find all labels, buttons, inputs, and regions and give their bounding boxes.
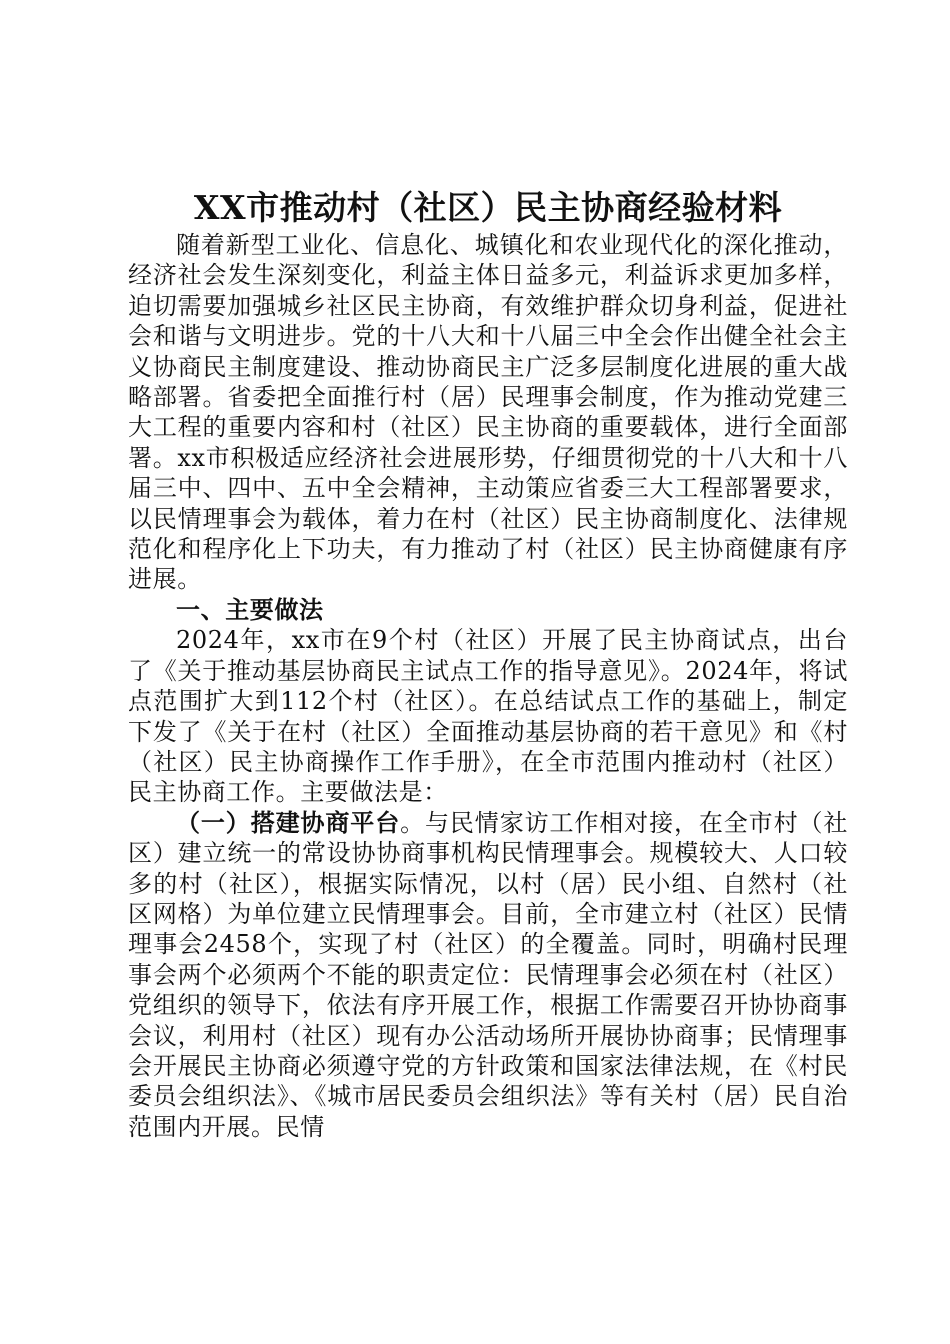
document-body — [128, 186, 848, 1142]
document-title: XX市推动村（社区）民主协商经验材料 — [193, 188, 783, 227]
subsection-paragraph — [128, 808, 848, 1142]
section-heading: 一、主要做法 — [176, 594, 324, 624]
subsection-text: 。与民情家访工作相对接，在全市村（社区）建立统一的常设协协商事机构民情理事会。规模较大、人口较多的村（社区），根据实际情况，以村（居）民小组、自然村（社区网格）为单位建立民情理事会。目前，全市建立村（社区）民情理事会2458个，实现了村（社区）的全覆盖。同时，明确村民理事会两个必须两个不能的职责定位：民情理事会必须在村（社区）党组织的领导下，依法有序开展工作，根据工作需要召开协协商事会议，利用村（社区）现有办公活动场所开展协协商事；民情理事会开展民主协商必须遵守党的方针政策和国家法律法规，在《村民委员会组织法》、《城市居民委员会组织法》等有关村（居）民自治范围内开展。民情 — [128, 808, 848, 1141]
subsection-lead: （一）搭建协商平台 — [176, 807, 401, 837]
intro-paragraph: 随着新型工业化、信息化、城镇化和农业现代化的深化推动，经济社会发生深刻变化，利益主体日益多元，利益诉求更加多样，迫切需要加强城乡社区民主协商，有效维护群众切身利益，促进社会和谐与文明进步。党的十八大和十八届三中全会作出健全社会主义协商民主制度建设、推动协商民主广泛多层制度化进展的重大战略部署。省委把全面推行村（居）民理事会制度，作为推动党建三大工程的重要内容和村（社区）民主协商的重要载体，进行全面部署。xx市积极适应经济社会进展形势，仔细贯彻党的十八大和十八届三中、四中、五中全会精神，主动策应省委三大工程部署要求，以民情理事会为载体，着力在村（社区）民主协商制度化、法律规范化和程序化上下功夫，有力推动了村（社区）民主协商健康有序进展。 — [128, 231, 848, 594]
section-paragraph: 2024年，xx市在9个村（社区）开展了民主协商试点，出台了《关于推动基层协商民主试点工作的指导意见》。2024年，将试点范围扩大到112个村（社区）。在总结试点工作的基础上，制定下发了《关于在村（社区）全面推动基层协商的若干意见》和《村（社区）民主协商操作工作手册》，在全市范围内推动村（社区）民主协商工作。主要做法是： — [128, 626, 848, 807]
